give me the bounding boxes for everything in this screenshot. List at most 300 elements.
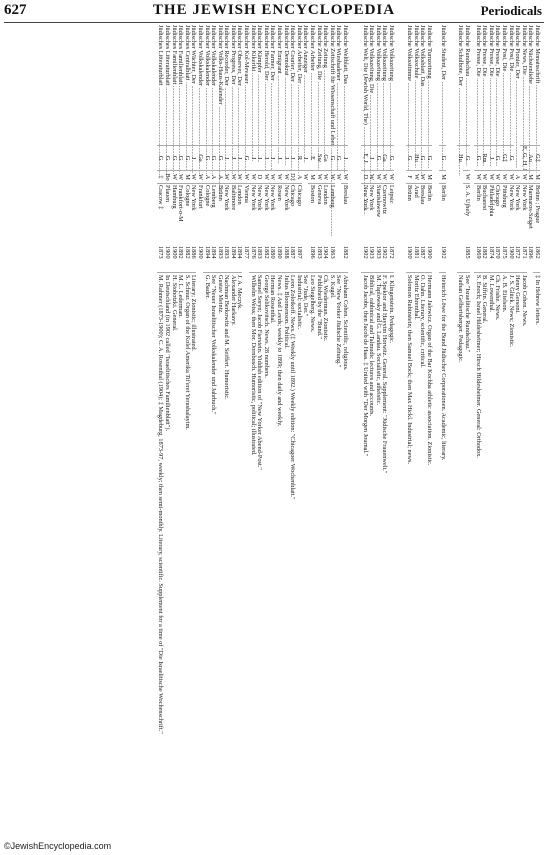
table-row — [295, 25, 302, 855]
periodical-title: Jüdische Volkszeitung ..... — [387, 25, 394, 145]
frequency: M — [308, 170, 315, 183]
date: 1873 — [157, 246, 165, 259]
table-row — [500, 25, 507, 855]
place: New York — [282, 183, 289, 245]
periodical-title: Jüdischer Volkskalender ..... — [203, 25, 210, 145]
place: Berlin — [474, 183, 481, 245]
language-code: G — [406, 145, 413, 170]
language-code: Hu — [457, 145, 464, 170]
date: 1871 — [520, 246, 528, 259]
periodical-title: Jüdische Schulbote, Der ..... — [457, 25, 464, 145]
table-row — [439, 25, 446, 855]
language-code: G — [425, 145, 432, 170]
frequency: W — [315, 170, 322, 183]
periodical-title: Jüdische Weltblatt, Das ..... — [341, 25, 348, 145]
place: Arad — [412, 183, 419, 245]
watermark: ©JewishEncyclopedia.com — [4, 841, 112, 851]
language-code: G — [203, 145, 210, 170]
place: Baltimore — [229, 183, 236, 245]
periodical-title: Jüdischer Progress, Der ..... — [229, 25, 236, 145]
periodical-title: Jüdische Post, Die ..... — [500, 25, 507, 145]
periodical-title: Jüdisches Litteraturblatt ..... — [163, 25, 170, 145]
table-row — [474, 25, 481, 855]
editor-remarks: Nachman Berkowitz and M. Seiffert. Humoristic. — [223, 272, 230, 855]
frequency: W — [243, 170, 250, 183]
date: 1887 — [419, 246, 427, 259]
place: Chicago — [494, 183, 501, 245]
date: 1902 — [381, 246, 389, 259]
editor-remarks: S. Schnur. Organ of the Kolel Amerika Tif'eret Yerushalayim. — [183, 272, 190, 855]
frequency: W — [269, 170, 276, 183]
periodical-title: Jüdische Pionier, Der ..... — [514, 25, 521, 145]
language-code: G — [157, 145, 164, 170]
language-code: G — [183, 145, 190, 170]
frequency: W — [177, 170, 184, 183]
date: 1902 — [440, 246, 447, 259]
place: Cologne — [183, 183, 190, 245]
language-code: J — [282, 145, 289, 170]
frequency: M — [425, 170, 432, 183]
periodical-title: Jüdische Volkszeitung, Die ..... — [368, 25, 375, 145]
place: London — [236, 183, 243, 245]
language-code: Ga — [322, 145, 329, 170]
place: Frankfurt — [196, 183, 203, 245]
frequency: ‡ — [157, 170, 164, 183]
table-row — [457, 25, 464, 855]
frequency: F — [406, 170, 413, 183]
language-code: G — [463, 145, 470, 170]
page-number: 627 — [4, 2, 27, 18]
place: Geneva — [315, 183, 322, 245]
date: 1876 — [249, 246, 257, 259]
editor-remarks: Henry Gersoni. — [514, 272, 521, 855]
editor-remarks: Gustav Meintz. — [216, 272, 223, 855]
editor-remarks: George Selikovitsch. News. 28 numbers. — [262, 272, 269, 855]
table-row — [249, 25, 256, 855]
place: Pittsburg — [500, 183, 507, 245]
table-row — [387, 25, 394, 855]
frequency: W — [463, 170, 470, 183]
frequency: A — [295, 170, 302, 183]
frequency: A — [216, 170, 223, 183]
place: S. A. Ujhely — [463, 183, 470, 245]
date: 1893 — [216, 246, 224, 259]
periodical-title: Jüdische Volksstimme ..... — [406, 25, 413, 145]
date: 1863 — [328, 246, 336, 259]
periodical-title: Jüdischer Anzeiger ..... — [302, 25, 309, 145]
place: New York — [514, 183, 521, 245]
editor-remarks: News. ‡ And Leeds; weekly to 1899; then daily and weekly. — [275, 272, 282, 855]
table-row — [315, 25, 322, 855]
language-code: G — [387, 145, 394, 170]
editor-remarks: F. Spektor and Ḥayyim Horwitz. General. Supplement: "Jüdische Frauenwelt." — [381, 272, 388, 855]
table-row — [361, 25, 368, 855]
editor-remarks: Leo Siegelberg. News. — [308, 272, 315, 855]
place: New York — [269, 183, 276, 245]
editor-remarks: Abraham Cohen. Scientific, religious. — [341, 272, 348, 855]
language-code: J — [256, 145, 263, 170]
periodical-title: Jüdischer Volks-Haus-Kalender ..... — [216, 25, 223, 145]
periodical-title: Jüdische Presse, Die ..... — [481, 25, 488, 145]
editor-remarks: J. A. Meczyk. — [236, 272, 243, 855]
editor-remarks: M. Lowenthal. — [487, 272, 494, 855]
table-row — [507, 25, 514, 855]
place: Boston — [308, 183, 315, 245]
language-code: Sw — [315, 145, 322, 170]
table-row — [374, 25, 381, 855]
language-code: Ga — [381, 145, 388, 170]
periodical-title: Jüdische Rundschau ..... — [463, 25, 470, 145]
frequency: W — [474, 170, 481, 183]
periodical-title: Jüdischer Farmer, Der ..... — [269, 25, 276, 145]
date: 1893 — [223, 246, 231, 259]
editor-remarks: Industrial; socialistic. — [295, 272, 302, 855]
editor-remarks: S. Enoch; Israel Hildesheimer; Hirsch Hildesheimer. General: Orthodox. — [474, 272, 481, 855]
frequency: A — [514, 170, 521, 183]
editor-remarks: Heinrich Löwe for the Bund Jüdischer Corporationen. Academic, literary. — [439, 272, 446, 855]
date: 1872 — [514, 246, 522, 259]
date: 1890 — [276, 246, 284, 259]
periodical-title: Jüdischer Courier, Der ..... — [289, 25, 296, 145]
editor-remarks: Literary; Zionistic; illustrated. — [190, 272, 197, 855]
frequency: M — [527, 170, 534, 183]
editor-remarks: Leon Zolotkoff. News. (‡ Weekly until 1892.) Weekly edition: "Chicagoer Wochenblatt." — [289, 272, 296, 855]
date: 1877 — [243, 246, 251, 259]
date: 1903 — [368, 246, 376, 259]
language-code: J — [223, 145, 230, 170]
frequency: W — [282, 170, 289, 183]
editor-remarks: See "New Yorker Jüdische Zeitung." — [335, 272, 342, 855]
language-code: G‡ — [500, 145, 507, 170]
periodical-title: Jüdischer Herold, Der ..... — [262, 25, 269, 145]
periodical-title: Jüdischer Demokrat ..... — [282, 25, 289, 145]
language-code: G — [216, 145, 223, 170]
periodical-title: Jüdische Volkszeitung ..... — [381, 25, 388, 145]
periodical-title: Jüdischer Arbeiter ..... — [308, 25, 315, 145]
date: 1892 — [177, 246, 185, 259]
place: Hamburg — [170, 183, 177, 245]
place: New York — [361, 183, 368, 245]
place: Lemberg — [328, 183, 335, 245]
frequency: D — [361, 170, 368, 183]
table-row — [487, 25, 494, 855]
editor-remarks: S. Kugel. — [328, 272, 335, 855]
frequency: D‡ — [289, 170, 296, 183]
language-code: R — [295, 145, 302, 170]
periodical-title: Jüdischer Recorder, Der ..... — [223, 25, 230, 145]
language-code: E, J — [361, 145, 368, 170]
language-code: E, G, H, J — [520, 146, 528, 171]
place: Berlin — [425, 183, 432, 245]
table-row — [425, 25, 432, 855]
date: 1869 — [474, 246, 482, 259]
editor-remarks: I. Klingenstein. Pedagogic. — [387, 272, 394, 855]
editor-remarks: O. Dahn. Literary, scientific, critical. — [419, 272, 426, 855]
date: 1900 — [196, 246, 204, 259]
language-code: G — [419, 145, 426, 170]
table-row — [243, 25, 250, 855]
periodical-title: Jüdischer Emigrant ..... — [275, 25, 282, 145]
periodical-title: Jüdische Student, Der ..... — [439, 25, 446, 145]
editor-remarks: In Deutschland (in 1902 called "Israelitisches Familienblatt"). — [163, 272, 170, 855]
place: New York — [249, 183, 256, 245]
periodical-title: Jüdisches Familienblatt ..... — [177, 25, 184, 145]
date: 1894 — [229, 246, 237, 259]
periodical-title: Jüdischer Kol-Mevaser ..... — [243, 25, 250, 145]
date: 1893 — [256, 246, 264, 259]
place: Plauen — [163, 183, 170, 245]
periodical-title: Jüdische Presse, Die ..... — [474, 25, 481, 145]
date: 1894 — [203, 246, 211, 259]
place: Leipsic — [387, 183, 394, 245]
editor-remarks: Ch. Frishe. News. — [494, 272, 501, 855]
place: Frankfort-o-M — [177, 183, 184, 245]
frequency: Bo — [163, 170, 170, 183]
date: 1870 — [494, 246, 502, 259]
periodical-title: Jüdisches Familienblatt ..... — [170, 25, 177, 145]
periodical-title: Jüdischer Wächter, Der ..... — [190, 25, 197, 145]
language-code: J — [487, 145, 494, 170]
date: 1894 — [210, 246, 218, 259]
date: 1885 — [464, 246, 471, 259]
language-code: G — [374, 145, 381, 170]
frequency: W — [328, 170, 335, 183]
editor-remarks: Wilhelm Weiss; then Mor. Dornbusch. Humoristic, political; illustrated. — [249, 272, 256, 855]
frequency: W — [507, 170, 514, 183]
table-row — [533, 25, 540, 855]
frequency: W — [487, 170, 494, 183]
language-code: G‡ — [533, 145, 540, 170]
table-viewport — [4, 25, 544, 855]
date: 1888 — [282, 246, 290, 259]
periodical-title: Jüdische Wiesbadener ..... — [335, 25, 342, 145]
periodical-title: Jüdische News, Die ..... — [520, 25, 527, 145]
editor-remarks: B. Siffrin. General. — [481, 272, 488, 855]
frequency: W — [335, 170, 342, 183]
editor-remarks: Moritz Ehrenthal. — [412, 272, 419, 855]
frequency: W — [381, 170, 388, 183]
language-code: G — [170, 145, 177, 170]
table-row — [406, 25, 413, 855]
periodical-title: Jüdischer Observer, Der ..... — [236, 25, 243, 145]
periodical-title: Jüdische Post, Die ..... — [507, 25, 514, 145]
periodical-title: Jüdisches Centralblatt ..... — [183, 25, 190, 145]
date: 1882 — [262, 246, 270, 259]
frequency: W — [368, 170, 375, 183]
frequency: W — [322, 170, 329, 183]
frequency: A — [210, 170, 217, 183]
table-group — [474, 25, 540, 855]
frequency: W — [481, 170, 488, 183]
periodical-title: Jüdische Volkszeitung ..... — [374, 25, 381, 145]
editor-remarks: Nathan Gelbertsberger. Pedagogic. — [457, 272, 464, 855]
date: 1900 — [426, 246, 433, 259]
frequency: M — [183, 170, 190, 183]
table-row — [308, 25, 315, 855]
periodical-title: Jüdische Zeitung ..... — [322, 25, 329, 145]
periodical-title: Jüdische Zeitung, Die ..... — [315, 25, 322, 145]
date: 1894 — [236, 246, 244, 259]
language-code: G — [328, 145, 335, 170]
place: Cracow ‡ — [157, 183, 164, 245]
place: New York — [190, 183, 197, 245]
editor-remarks: Biblical, rabbinical and Talmudic lectures and accounts. — [368, 272, 375, 855]
language-code: E — [308, 145, 315, 170]
editor-remarks: Herman Rosenthal. — [269, 272, 276, 855]
editor-remarks: J. S. Glück. News; Zionistic. — [507, 272, 514, 855]
date: 1882 — [183, 246, 191, 259]
editor-remarks: Alexander Harkavy. — [229, 272, 236, 855]
language-code: G — [177, 145, 184, 170]
place: New York — [256, 183, 263, 245]
date: 1874 — [487, 246, 495, 259]
periodical-title: Jüdisches Litteraturblatt ..... — [157, 25, 164, 145]
periodical-title: Jüdische Nächstenliebe ..... — [527, 25, 534, 145]
place: Breslau — [419, 183, 426, 245]
frequency: W — [275, 170, 282, 183]
periodical-title: Jüdischer Volkskalender ..... — [210, 25, 217, 145]
periodical-title: Jüdische Presse, Die ..... — [494, 25, 501, 145]
place: Chicago — [289, 183, 296, 245]
table-row — [196, 25, 203, 855]
place: London — [322, 183, 329, 245]
periodical-title: Jüdische Zeitschrift für Wissenschaft und Leben ..... — [328, 25, 335, 145]
periodical-title: Jüdischer Kämpfer ..... — [256, 25, 263, 145]
language-code: G — [210, 145, 217, 170]
date: 1900 — [163, 246, 171, 259]
table-row — [163, 25, 170, 855]
language-code: J — [190, 145, 197, 170]
editor-remarks: A. B. Eitelson. — [500, 272, 507, 855]
table-group — [439, 25, 446, 855]
table-row — [262, 25, 269, 855]
date: 1904 — [322, 246, 330, 259]
place: Vienna — [243, 183, 250, 245]
language-code: G — [474, 145, 481, 170]
frequency: A — [203, 170, 210, 183]
editor-remarks: Jacob Jacobs, then Jacob de Haas. ‡ United with "Der Morgen Journal." — [361, 272, 368, 855]
editor-remarks: Published by the "Bund." — [315, 272, 322, 855]
date: 1881 — [412, 246, 420, 259]
date: 1872 — [388, 246, 395, 259]
place: Czernowitz — [381, 183, 388, 245]
frequency: W — [302, 170, 309, 183]
date: 1882 — [342, 246, 349, 259]
frequency: D — [256, 170, 263, 183]
editor-remarks: M. Taplowsky and G. Landau. Socialistic, atheistic. — [374, 272, 381, 855]
place: Stanislawow — [374, 183, 381, 245]
editor-remarks: See "Neuer Israelitischer Volkskalender und Jahrbuch." — [210, 272, 217, 855]
date: 1882 — [481, 246, 489, 259]
place: Brünn ; Prague — [533, 183, 540, 245]
frequency: W — [229, 170, 236, 183]
table-row — [229, 25, 236, 855]
place: Brünn — [406, 183, 413, 245]
table-row — [275, 25, 282, 855]
date: 1886 — [190, 246, 198, 259]
editor-remarks: H. Stobotzki. General. — [170, 272, 177, 855]
place: New York — [223, 183, 230, 245]
editor-remarks: Hermann Jalowicz. Organ of the Bar Kochba athletic association. Zionistic. — [425, 272, 432, 855]
frequency: M — [533, 170, 540, 183]
periodical-title: Jüdische Presse, Die ..... — [487, 25, 494, 145]
place: Berlin — [439, 183, 446, 245]
periodical-title: Jüdische Volksschule ..... — [412, 25, 419, 145]
date: 1902 — [361, 246, 369, 259]
language-code: J — [275, 145, 282, 170]
editor-remarks: See "Jude, Der." — [302, 272, 309, 855]
language-code: Ga — [196, 145, 203, 170]
table-row — [183, 25, 190, 855]
frequency: W — [190, 170, 197, 183]
place: New York — [262, 183, 269, 245]
date: 1875 — [501, 246, 509, 259]
periodical-title: Jüdische Volksblatt, Das ..... — [419, 25, 426, 145]
frequency: W — [196, 170, 203, 183]
language-code: J — [368, 145, 375, 170]
section-title: Periodicals — [480, 3, 542, 18]
date: 1896 — [527, 246, 535, 259]
periodical-title: Jüdischer Kikeriki ..... — [249, 25, 256, 145]
frequency: W — [374, 170, 381, 183]
language-code: J — [289, 145, 296, 170]
periodical-title: Jüdischer Volkskalender ..... — [196, 25, 203, 145]
place: Breslau — [341, 183, 348, 245]
date: 1893 — [315, 246, 323, 259]
date: 1896 — [309, 246, 317, 259]
table-row — [412, 25, 419, 855]
place: Rosen — [275, 183, 282, 245]
frequency: W — [249, 170, 256, 183]
editor-remarks: M. Rahmer (1873-1900); C. A. Rosenthal (1904); ‡ Magdeburg, 1873-97, weekly; then semi-monthly. Literary, scientific. Supplement for a time of "Die Israelitische Wochenschrift." — [157, 272, 164, 855]
language-code: J — [269, 145, 276, 170]
language-code: J — [229, 145, 236, 170]
language-code: Rm — [481, 145, 488, 170]
editor-remarks: M. L. Lederman. — [177, 272, 184, 855]
language-code: G — [507, 145, 514, 170]
frequency: W — [520, 170, 527, 183]
frequency: W — [500, 170, 507, 183]
editor-remarks: Samuel Soryn; Jacob Fierstein. Yiddish edition of "New Yorker Abend-Post." — [256, 272, 263, 855]
frequency: W — [170, 170, 177, 183]
date: 1862 — [534, 246, 541, 259]
periodicals-table — [4, 25, 544, 855]
editor-remarks: ‡ In Hebrew letters. — [533, 272, 540, 855]
date: 1880 — [269, 246, 277, 259]
table-group — [157, 25, 348, 855]
frequency: W — [412, 170, 419, 183]
date: 1900 — [170, 246, 178, 259]
table-row — [341, 25, 348, 855]
date: 1903 — [374, 246, 382, 259]
editor-remarks: Ch. Wiederman. Zionistic. — [322, 272, 329, 855]
table-row — [463, 25, 470, 855]
place: Bucharest — [481, 183, 488, 245]
place: Chicago — [295, 183, 302, 245]
table-row — [157, 25, 164, 855]
table-row — [520, 25, 527, 855]
language-code: G — [335, 145, 342, 170]
language-code: G — [163, 145, 170, 170]
table-row — [328, 25, 335, 855]
periodical-title: Jüdischer Arbeiter, Der ..... — [295, 25, 302, 145]
frequency: W — [236, 170, 243, 183]
language-code: J — [341, 145, 348, 170]
editor-remarks: See "Israelitische Rundschau." — [463, 272, 470, 855]
table-row — [216, 25, 223, 855]
editor-remarks: Julius Bloomenson. Political. — [282, 272, 289, 855]
place: Lemberg — [210, 183, 217, 245]
